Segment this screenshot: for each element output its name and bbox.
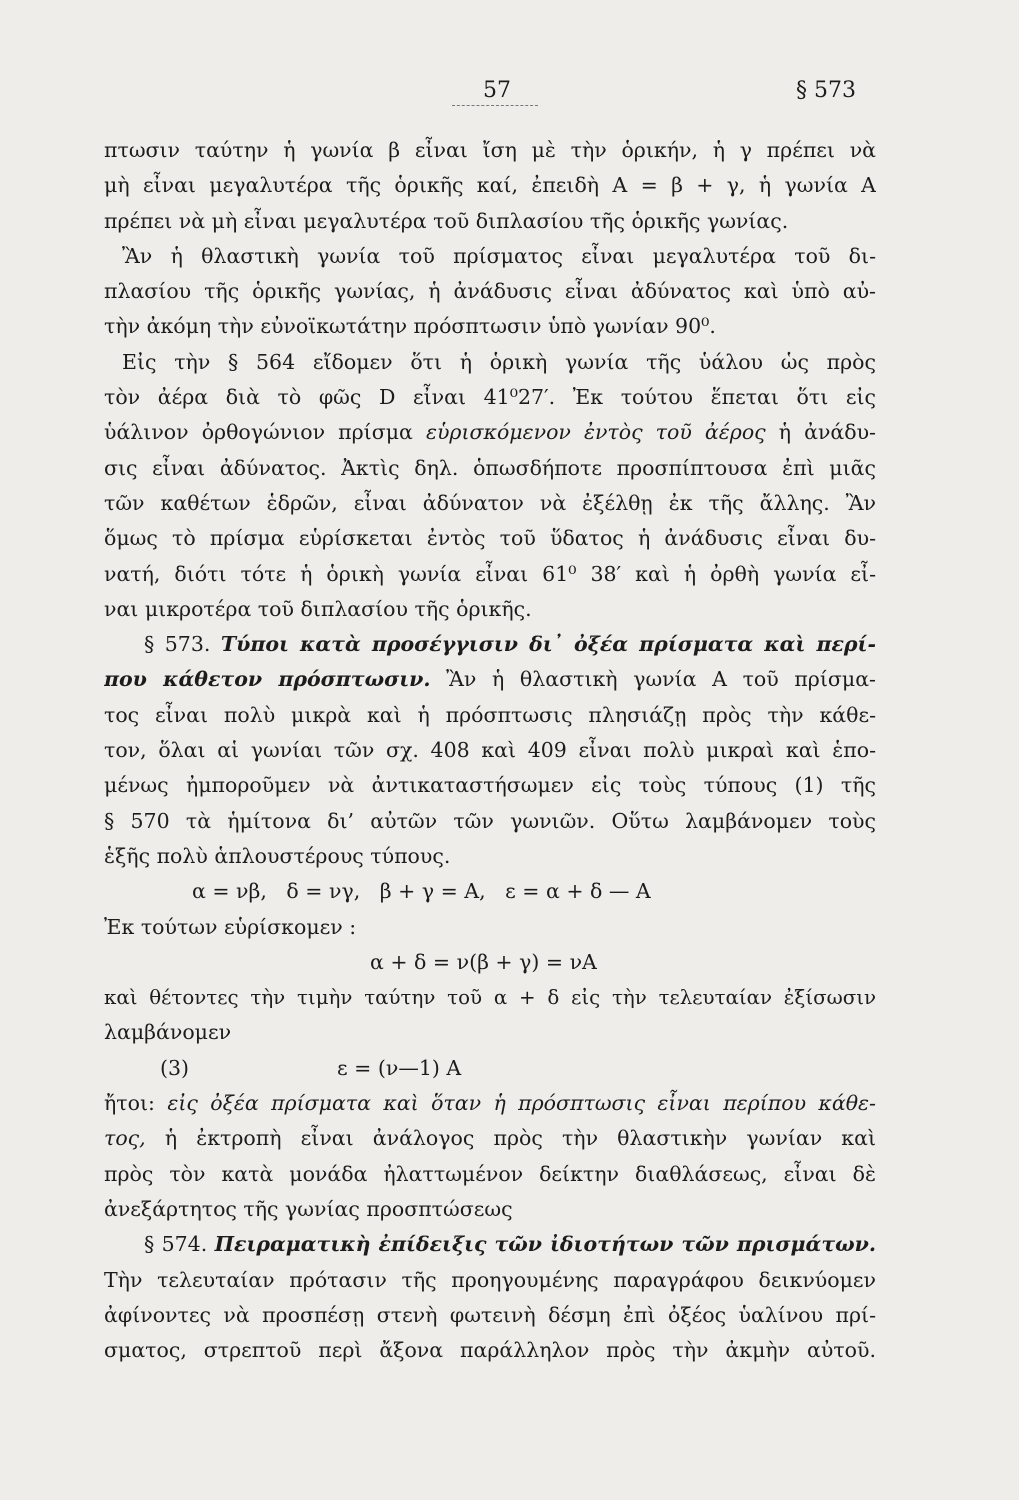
section-title: Τύποι κατὰ προσέγγισιν δι᾽ ὀξέα πρίσματα καὶ περί- [220, 632, 876, 657]
text-line: ἤτοι: εἰς ὀξέα πρίσματα καὶ ὅταν ἡ πρόσπτωσις εἶναι περίπου κάθε- [104, 1091, 876, 1116]
text-line: τῶν καθέτων ἑδρῶν, εἶναι ἀδύνατον νὰ ἐξέλθῃ ἐκ τῆς ἄλλης. Ἂν [104, 490, 876, 515]
text-line: ἀνεξάρτητος τῆς γωνίας προσπτώσεως [104, 1196, 513, 1221]
text-line: Ἂν ἡ θλαστικὴ γωνία τοῦ πρίσματος εἶναι μεγαλυτέρα τοῦ δι- [122, 243, 876, 268]
text-line: μένως ἠμποροῦμεν νὰ ἀντικαταστήσωμεν εἰς τοὺς τύπους (1) τῆς [104, 773, 876, 798]
text-line: πρὸς τὸν κατὰ μονάδα ἠλαττωμένον δείκτην διαθλάσεως, εἶναι δὲ [104, 1161, 876, 1186]
text-line: που κάθετον πρόσπτωσιν. Ἂν ἡ θλαστικὴ γωνία Α τοῦ πρίσμα- [104, 667, 876, 692]
text-line: ναι μικροτέρα τοῦ διπλασίου τῆς ὁρικῆς. [104, 596, 532, 621]
header-rule [452, 105, 538, 106]
text-line: μὴ εἶναι μεγαλυτέρα τῆς ὁρικῆς καί, ἐπειδὴ Α = β + γ, ἡ γωνία Α [104, 173, 876, 198]
section-heading-574: § 574. Πειραματικὴ ἐπίδειξις τῶν ἰδιοτήτων τῶν πρισμάτων. [144, 1232, 876, 1257]
text-line: τὸν ἀέρα διὰ τὸ φῶς D εἶναι 41⁰27′. Ἐκ τούτου ἕπεται ὅτι εἰς [104, 385, 876, 410]
text-line: νατή, διότι τότε ἡ ὁρικὴ γωνία εἶναι 61⁰ 38′ καὶ ἡ ὀρθὴ γωνία εἶ- [104, 561, 876, 586]
page-header [0, 78, 1019, 108]
text-line: λαμβάνομεν [104, 1020, 232, 1045]
equation: ε = (ν—1) Α [337, 1055, 462, 1080]
section-title: Πειραματικὴ ἐπίδειξις τῶν ἰδιοτήτων τῶν πρισμάτων. [214, 1232, 876, 1257]
text-line: ὑάλινον ὀρθογώνιον πρίσμα εὑρισκόμενον ἐντὸς τοῦ ἀέρος ἡ ἀνάδυ- [104, 420, 876, 445]
text-line: καὶ θέτοντες τὴν τιμὴν ταύτην τοῦ α + δ εἰς τὴν τελευταίαν ἐξίσωσιν [104, 986, 876, 1010]
text-line: Εἰς τὴν § 564 εἴδομεν ὅτι ἡ ὁρικὴ γωνία τῆς ὑάλου ὡς πρὸς [122, 349, 876, 374]
equation-number: (3) [160, 1055, 190, 1080]
emphasis: εὑρισκόμενον ἐντὸς τοῦ ἀέρος [425, 420, 766, 445]
text-line: ὅμως τὸ πρίσμα εὑρίσκεται ἐντὸς τοῦ ὕδατος ἡ ἀνάδυσις εἶναι δυ- [104, 526, 876, 551]
text-line: τὴν ἀκόμη τὴν εὐνοϊκωτάτην πρόσπτωσιν ὑπὸ γωνίαν 90⁰. [104, 314, 716, 339]
formula-line [104, 1051, 876, 1086]
emphasis: τος, [104, 1126, 146, 1151]
formula-line: α = νβ, δ = νγ, β + γ = Α, ε = α + δ — Α [192, 879, 651, 904]
text-line: σματος, στρεπτοῦ περὶ ἄξονα παράλληλον πρὸς τὴν ἀκμὴν αὐτοῦ. [104, 1338, 876, 1363]
text-line: πτωσιν ταύτην ἡ γωνία β εἶναι ἴση μὲ τὴν ὁρικήν, ἡ γ πρέπει νὰ [104, 138, 876, 162]
page-number: 57 [483, 78, 511, 103]
section-reference: § 573 [796, 78, 856, 103]
text-line: Ἐκ τούτων εὑρίσκομεν : [104, 914, 357, 939]
body-text [104, 133, 876, 1368]
text-line: τος εἶναι πολὺ μικρὰ καὶ ἡ πρόσπτωσις πλησιάζῃ πρὸς τὴν κάθε- [104, 702, 876, 727]
text-line: Τὴν τελευταίαν πρότασιν τῆς προηγουμένης παραγράφου δεικνύομεν [104, 1267, 876, 1292]
text-line: ἀφίνοντες νὰ προσπέσῃ στενὴ φωτεινὴ δέσμη ἐπὶ ὀξέος ὑαλίνου πρί- [104, 1302, 876, 1327]
text-line: πρέπει νὰ μὴ εἶναι μεγαλυτέρα τοῦ διπλασίου τῆς ὁρικῆς γωνίας. [104, 208, 789, 233]
text-line: σις εἶναι ἀδύνατος. Ἀκτὶς δηλ. ὁπωσδήποτε προσπίπτουσα ἐπὶ μιᾶς [104, 455, 876, 480]
emphasis: εἰς ὀξέα πρίσματα καὶ ὅταν ἡ πρόσπτωσις εἶναι περίπου κάθε- [167, 1091, 876, 1116]
section-heading-573: § 573. Τύποι κατὰ προσέγγισιν δι᾽ ὀξέα πρίσματα καὶ περί- [144, 632, 876, 657]
text-line: τον, ὅλαι αἱ γωνίαι τῶν σχ. 408 καὶ 409 εἶναι πολὺ μικραὶ καὶ ἑπο- [104, 738, 876, 763]
text-line: πλασίου τῆς ὁρικῆς γωνίας, ἡ ἀνάδυσις εἶναι ἀδύνατος καὶ ὑπὸ αὐ- [104, 279, 876, 304]
text-line: § 570 τὰ ἡμίτονα δι’ αὐτῶν τῶν γωνιῶν. Οὕτω λαμβάνομεν τοὺς [104, 808, 876, 833]
text-line: τος, ἡ ἐκτροπὴ εἶναι ἀνάλογος πρὸς τὴν θλαστικὴν γωνίαν καὶ [104, 1126, 876, 1151]
text-line: ἑξῆς πολὺ ἁπλουστέρους τύπους. [104, 843, 451, 868]
formula-line: α + δ = ν(β + γ) = νΑ [370, 949, 597, 974]
section-title: που κάθετον πρόσπτωσιν. [104, 667, 431, 692]
